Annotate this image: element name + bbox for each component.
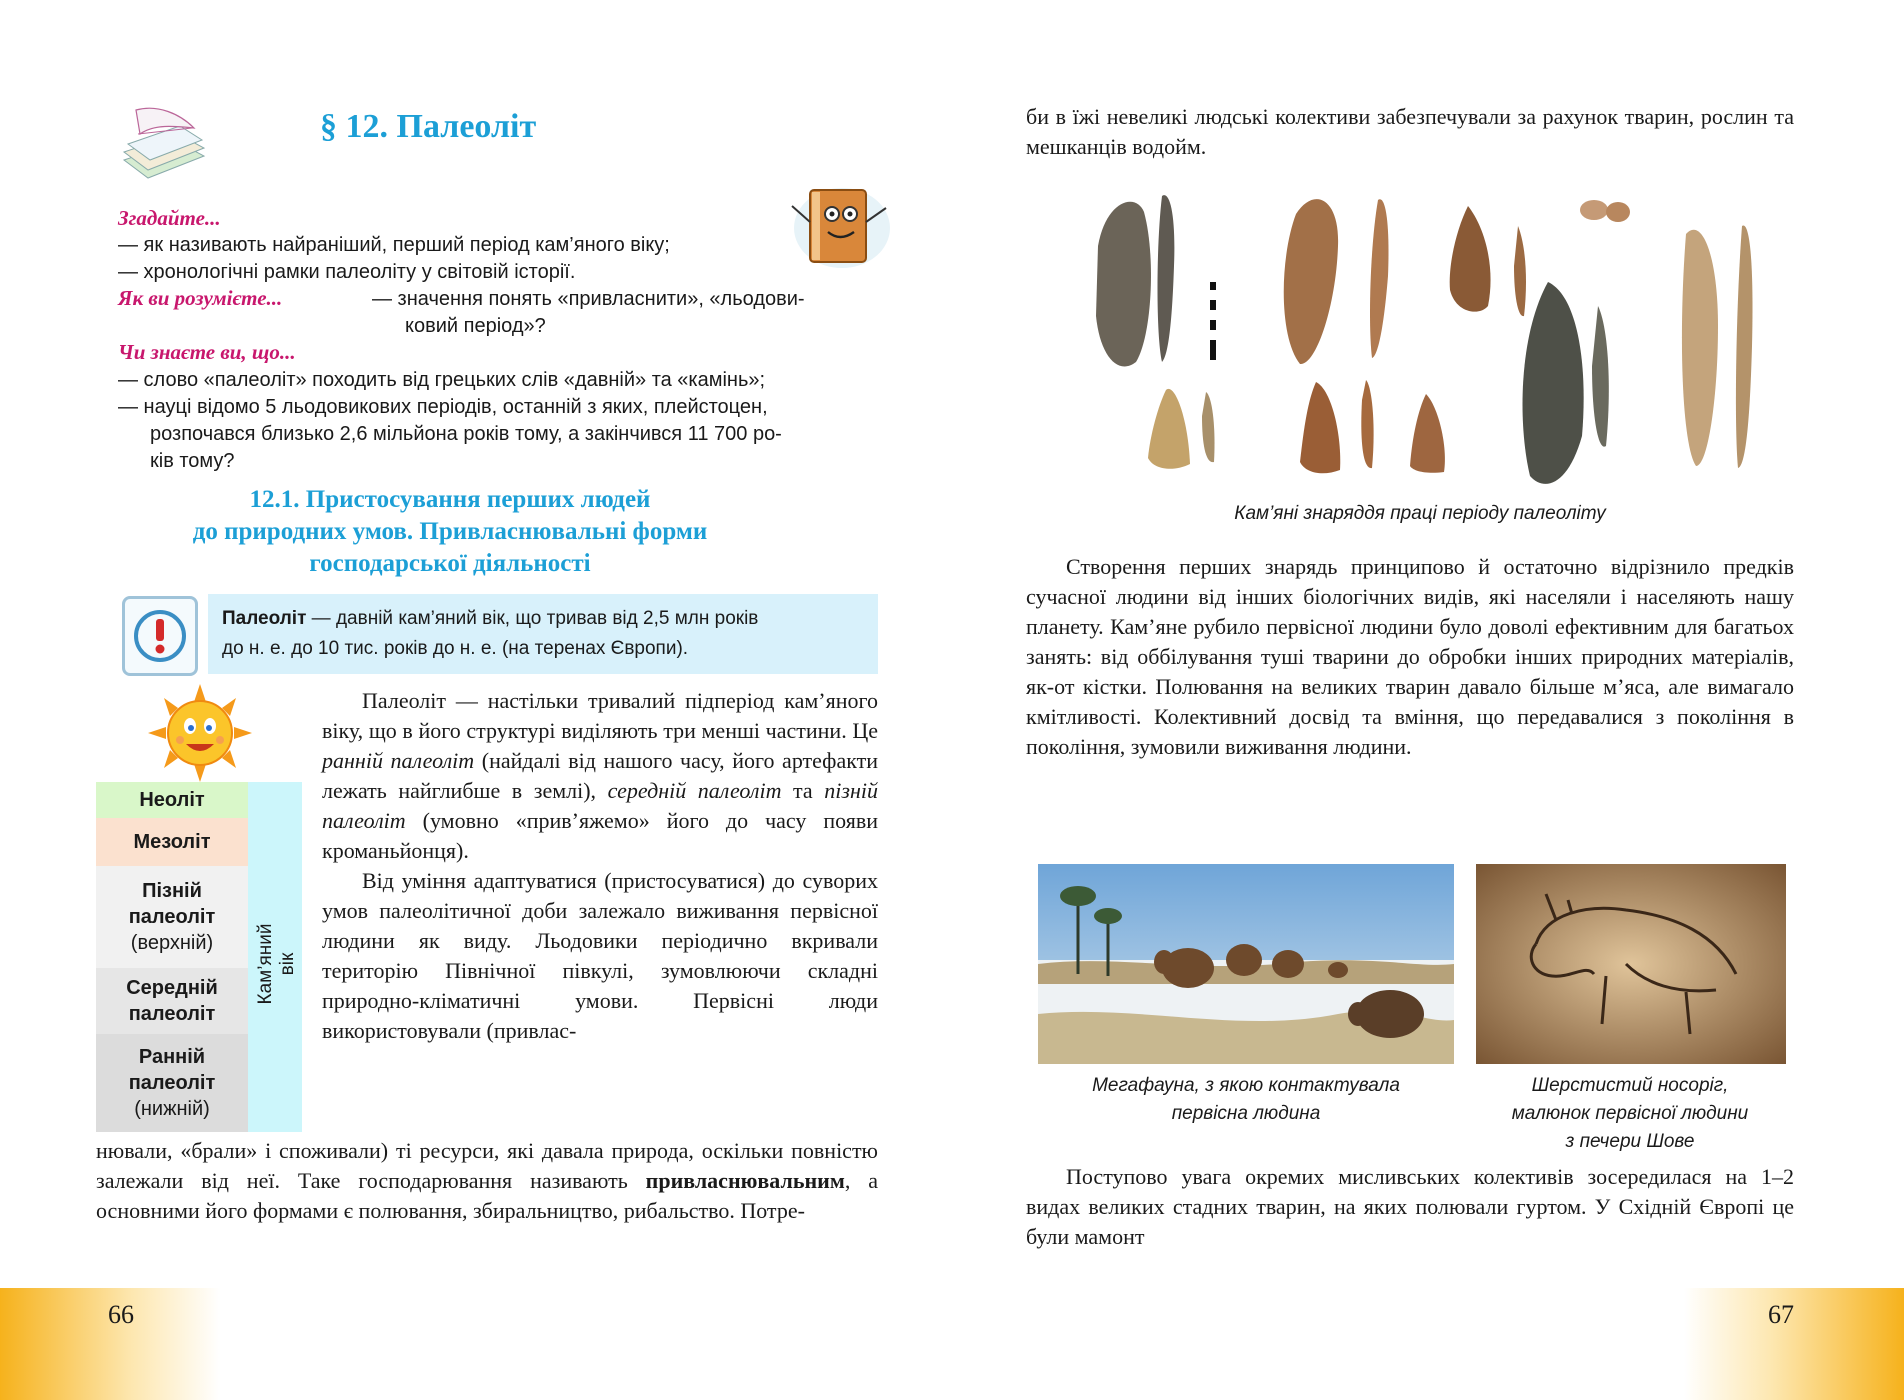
- era-label: Мезоліт: [133, 831, 211, 853]
- book-mascot-icon: [782, 166, 894, 274]
- era-row-late-paleolithic: [96, 866, 248, 968]
- section-heading-line: господарської діяльності: [309, 550, 591, 577]
- paragraph-paleolithic: Палеоліт — настільки тривалий підперіод кам’яного віку, що в його структурі виділяють три менші частини. Це ранній палеоліт (найдалі від нашого часу, його артефакти лежать найглибше в землі), середній палеоліт та пізній палеоліт (умовно «прив’яжемо» його до часу появи кроманьйонця). Від уміння адаптуватися (пристосуватися) до суворих умов палеолітичної доби залежало виживання первісної людини як виду. Льодовики періодично вкривали територію Північної півкулі, зумовлюючи складні природно-кліматичні умови. Первісні люди використовували (привлас-: [322, 686, 878, 1046]
- rhino-caption: Шерстистий носоріг, малюнок первісної людини з печери Шове: [1511, 1075, 1749, 1152]
- rhino-cave-painting-image: [1476, 864, 1786, 1064]
- know-item: — слово «палеоліт» походить від грецьких слів «давній» та «камінь»;: [118, 369, 766, 391]
- page-number-left: 66: [108, 1300, 134, 1329]
- era-label: Ранній: [138, 1046, 206, 1068]
- era-note: (нижній): [134, 1098, 210, 1120]
- era-row-early-paleolithic: [96, 1034, 248, 1132]
- stone-tools-image: [1078, 186, 1768, 486]
- megafauna-caption: Мегафауна, з якою контактувала первісна людина: [1092, 1075, 1400, 1124]
- era-note: (верхній): [130, 932, 214, 954]
- era-label: Пізній: [142, 880, 202, 902]
- understand-heading: Як ви розумієте...: [118, 286, 283, 310]
- exclamation-icon: [122, 596, 198, 676]
- era-label: Неоліт: [139, 789, 205, 811]
- know-heading: Чи знаєте ви, що...: [118, 340, 296, 364]
- footer-band-right: [1684, 1288, 1904, 1400]
- section-heading: [150, 484, 750, 580]
- paragraph-adaptation-continued: нювали, «брали» і споживали) ті ресурси, які давала природа, оскільки повністю залежали від неї. Таке господарювання називають привласнювальним, а основними його формами є полювання, збиральництво, рибальство. Потре-: [96, 1138, 878, 1223]
- know-item: — науці відомо 5 льодовикових періодів, останній з яких, плейстоцен,: [118, 396, 768, 418]
- definition-text: до н. е. до 10 тис. років до н. е. (на теренах Європи).: [222, 638, 689, 659]
- definition-box: [208, 594, 878, 674]
- know-item: ків тому?: [150, 450, 235, 472]
- understand-text: — значення понять «привласнити», «льодови-: [372, 288, 805, 310]
- sun-mascot-icon: [148, 684, 252, 782]
- page-title: § 12. Палеоліт: [320, 108, 537, 145]
- era-table: [96, 782, 302, 1132]
- term-appropriating: привласнювальним: [645, 1168, 845, 1193]
- know-item: розпочався близько 2,6 мільйона років тому, а закінчився 11 700 ро-: [150, 423, 782, 445]
- remember-item: — хронологічні рамки палеоліту у світовій історії.: [118, 261, 576, 283]
- definition-term: Палеоліт: [222, 608, 307, 629]
- megafauna-image: [1038, 864, 1454, 1064]
- paragraph-hunting: Поступово увага окремих мисливських колективів зосередилася на 1–2 видах великих стадних тварин, на яких полювали гуртом. У Східній Європі це були мамонт: [1026, 1164, 1794, 1249]
- remember-heading: Згадайте...: [118, 206, 221, 230]
- feather-book-icon: [118, 100, 210, 184]
- paragraph-continuation: би в їжі невеликі людські колективи забезпечували за рахунок тварин, рослин та мешканців водойм.: [1026, 104, 1794, 159]
- era-label: палеоліт: [128, 1003, 216, 1025]
- era-label: Середній: [126, 977, 218, 999]
- stone-age-label: Кам’яний вік: [255, 923, 298, 1005]
- paragraph-adaptation: Від уміння адаптуватися (пристосуватися) до суворих умов палеолітичної доби залежало виживання первісної людини як виду. Льодовики періодично вкривали територію Північної півкулі, зумовлюючи складні природно-кліматичні умови. Первісні люди використовували (привлас-: [322, 868, 878, 1043]
- era-row-mesolithic: [96, 818, 248, 866]
- era-row-neolithic: [96, 782, 248, 818]
- remember-item: — як називають найраніший, перший період кам’яного віку;: [118, 234, 670, 256]
- section-heading-line: 12.1. Пристосування перших людей: [249, 486, 651, 513]
- era-label: палеоліт: [128, 1072, 216, 1094]
- tools-caption: Кам’яні знаряддя праці періоду палеоліту: [1234, 503, 1606, 524]
- paragraph-first-tools: Створення перших знарядь принципово й остаточно відрізнило предків сучасної людини від інших біологічних видів, які населяли і населяють нашу планету. Кам’яне рубило первісної людини було доволі ефективним для багатьох занять: від оббілування туші тварини до обробки інших природних матеріалів, як-от кістки. Полювання на великих тварин давало більше м’яса, але вимагало кмітливості. Колективний досвід та вміння, що передавалися з покоління в покоління, зумовили виживання людини.: [1026, 554, 1794, 759]
- definition-text: — давній кам’яний вік, що тривав від 2,5 млн років: [306, 608, 759, 629]
- understand-text: ковий період»?: [405, 315, 546, 337]
- page-number-right: 67: [1768, 1300, 1794, 1329]
- section-heading-line: до природних умов. Привласнювальні форми: [192, 518, 708, 545]
- era-label: палеоліт: [128, 906, 216, 928]
- era-row-middle-paleolithic: [96, 968, 248, 1034]
